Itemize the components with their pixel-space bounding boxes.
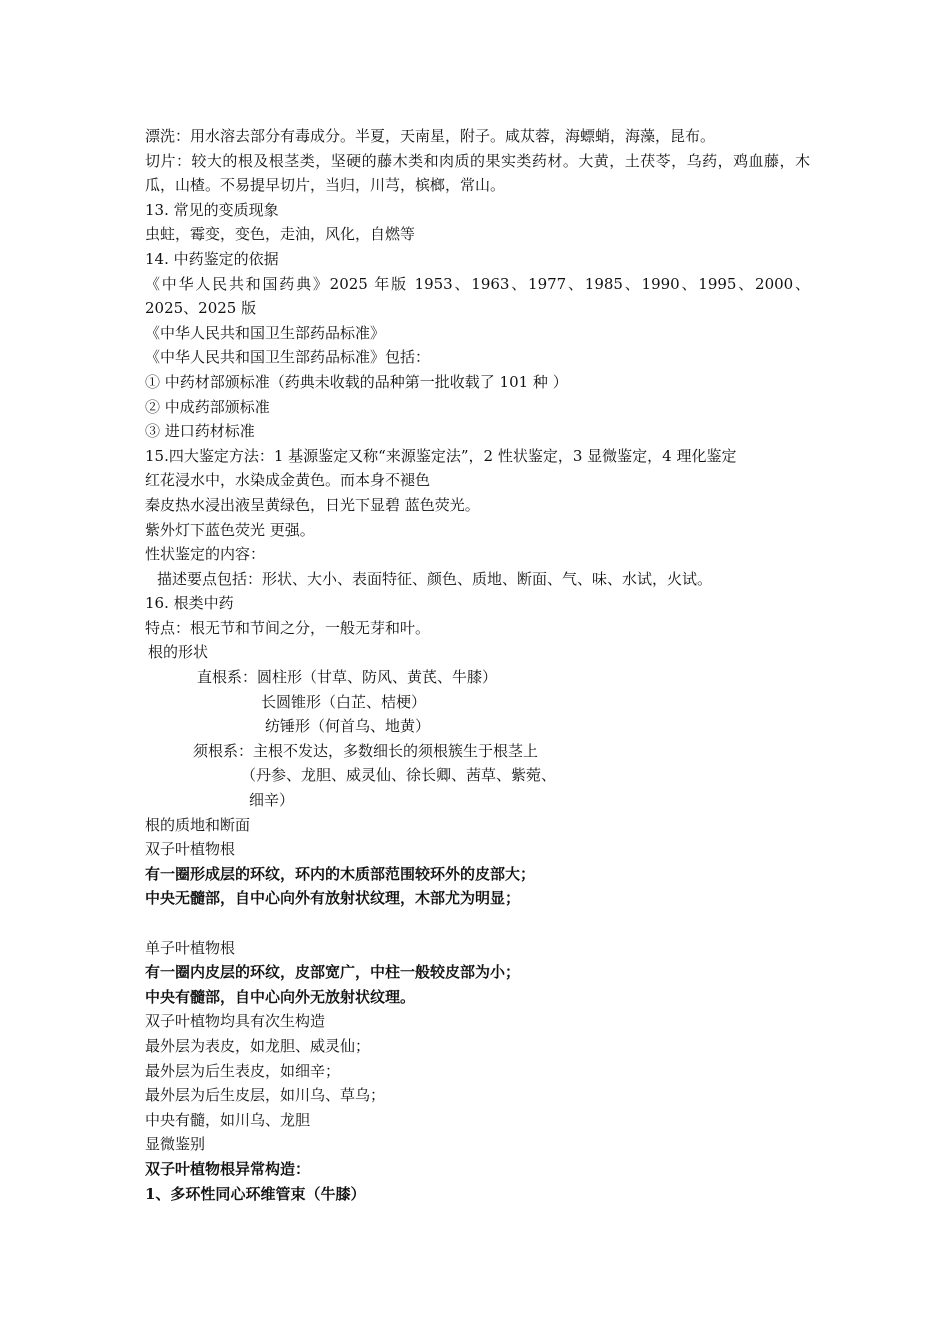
text-line: 最外层为后生表皮，如细辛； [145, 1061, 341, 1080]
bold-line: 1、多环性同心环维管束（牛膝） [145, 1184, 366, 1203]
text-line: 性状鉴定的内容： [145, 545, 266, 564]
text-line: 根的形状 [148, 643, 209, 662]
list-item: ① 中药材部颁标准（药典未收载的品种第一批收载了 101 种 ） [145, 372, 568, 391]
text-line: 单子叶植物根 [145, 938, 236, 957]
text-line: 红花浸水中，水染成金黄色。而本身不褪色 [145, 471, 431, 490]
text-line: 特点：根无节和节间之分，一般无芽和叶。 [145, 618, 431, 637]
text-line: 纺锤形（何首乌、地黄） [265, 717, 431, 736]
text-line: 漂洗：用水溶去部分有毒成分。半夏，天南星，附子。咸苁蓉，海螵蛸，海藻，昆布。 [145, 127, 716, 145]
list-item: ③ 进口药材标准 [145, 422, 255, 441]
text-line: 紫外灯下蓝色荧光 更强。 [145, 520, 315, 539]
text-line: 中央有髓，如川乌、龙胆 [145, 1110, 311, 1129]
text-line: 根的质地和断面 [145, 815, 251, 834]
text-line: 双子叶植物根 [145, 840, 236, 859]
text-line: 最外层为后生皮层，如川乌、草乌； [145, 1086, 386, 1105]
section-heading: 13. 常见的变质现象 [145, 200, 279, 219]
text-paragraph: 切片：较大的根及根茎类，坚硬的藤木类和肉质的果实类药材。大黄，土茯苓，乌药，鸡血藤，木瓜，山楂。不易提早切片，当归，川芎，槟榔，常山。 [145, 151, 810, 195]
section-heading: 15.四大鉴定方法：1 基源鉴定又称“来源鉴定法”，2 性状鉴定，3 显微鉴定，4 理化鉴定 [145, 446, 737, 465]
bold-line: 双子叶植物根异常构造： [145, 1159, 311, 1178]
text-line: 最外层为表皮，如龙胆、威灵仙； [145, 1036, 371, 1055]
bold-line: 有一圈形成层的环纹，环内的木质部范围较环外的皮部大； [145, 864, 536, 883]
text-line: 显微鉴别 [145, 1135, 206, 1154]
text-line: （丹参、龙胆、威灵仙、徐长卿、茜草、紫菀、 [241, 766, 557, 785]
list-item: ② 中成药部颁标准 [145, 397, 270, 416]
text-line: 直根系：圆柱形（甘草、防风、黄芪、牛膝） [197, 668, 498, 687]
bold-line: 中央无髓部，自中心向外有放射状纹理，木部尤为明显； [145, 889, 521, 908]
text-line: 须根系：主根不发达，多数细长的须根簇生于根茎上 [193, 741, 539, 760]
text-line: 长圆锥形（白芷、桔梗） [261, 692, 427, 711]
text-line: 《中华人民共和国卫生部药品标准》包括： [145, 348, 431, 367]
bold-line: 中央有髓部，自中心向外无放射状纹理。 [145, 987, 416, 1006]
text-line: 细辛） [249, 791, 295, 810]
document-body [145, 124, 810, 1206]
text-line: 《中华人民共和国卫生部药品标准》 [145, 323, 386, 342]
section-heading: 14. 中药鉴定的依据 [145, 249, 279, 268]
bold-line: 有一圈内皮层的环纹，皮部宽广，中柱一般较皮部为小； [145, 963, 521, 982]
section-heading: 16. 根类中药 [145, 594, 234, 613]
text-line: 双子叶植物均具有次生构造 [145, 1012, 326, 1031]
text-paragraph: 《中华人民共和国药典》2025 年版 1953、1963、1977、1985、1990、1995、2000、2025、2025 版 [145, 274, 810, 318]
text-line: 描述要点包括：形状、大小、表面特征、颜色、质地、断面、气、味、水试，火试。 [157, 569, 713, 588]
text-line: 虫蛀，霉变，变色，走油，风化，自燃等 [145, 225, 416, 244]
text-line: 秦皮热水浸出液呈黄绿色，日光下显碧 蓝色荧光。 [145, 495, 480, 514]
blank-line [145, 911, 810, 936]
